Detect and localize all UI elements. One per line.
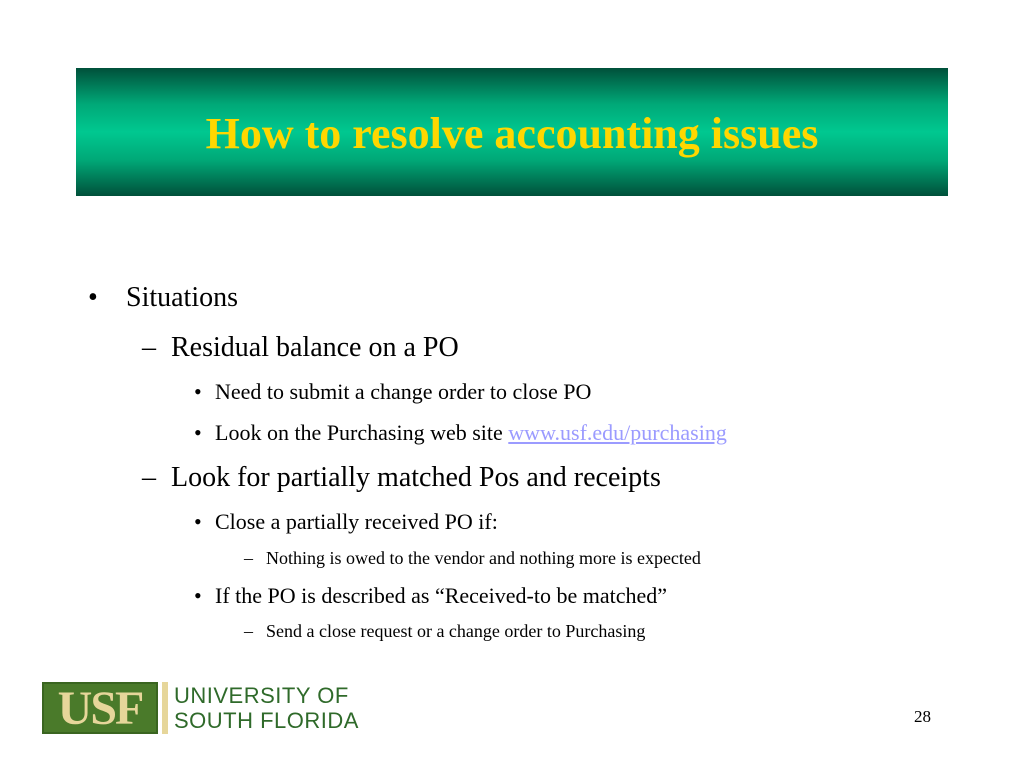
- purchasing-link[interactable]: www.usf.edu/purchasing: [508, 420, 727, 445]
- bullet-marker: •: [88, 282, 98, 313]
- usf-logo: [42, 682, 359, 734]
- bullet-text: Send a close request or a change order to Purchasing: [266, 621, 646, 641]
- bullet-text: Look for partially matched Pos and receipts: [171, 462, 661, 493]
- bullet-text: Close a partially received PO if:: [215, 509, 498, 534]
- bullet-close-partially: [194, 509, 498, 535]
- bullet-text: Need to submit a change order to close PO: [215, 379, 592, 404]
- logo-line-university: UNIVERSITY OF: [174, 683, 349, 708]
- logo-divider: [162, 682, 168, 734]
- bullet-send-close-request: [244, 621, 645, 642]
- bullet-change-order: [194, 379, 591, 405]
- logo-line-south-florida: SOUTH FLORIDA: [174, 708, 359, 733]
- dash-marker: –: [244, 548, 253, 568]
- bullet-text: Look on the Purchasing web site: [215, 420, 509, 445]
- bullet-marker: •: [194, 509, 202, 534]
- bullet-marker: •: [194, 420, 202, 445]
- dash-marker: –: [142, 462, 156, 493]
- bullet-marker: •: [194, 583, 202, 608]
- dash-marker: –: [244, 621, 253, 641]
- bullet-text: Situations: [126, 282, 239, 313]
- page-number: 28: [914, 707, 931, 726]
- dash-marker: –: [142, 332, 156, 363]
- bullet-text: Nothing is owed to the vendor and nothing more is expected: [266, 548, 701, 568]
- bullet-nothing-owed: [244, 548, 701, 569]
- bullet-residual-balance: [142, 332, 459, 364]
- bullet-text: If the PO is described as “Received-to be matched”: [215, 583, 668, 608]
- logo-wordmark: [174, 682, 359, 734]
- bullet-partially-matched: [142, 462, 661, 494]
- bullet-marker: •: [194, 379, 202, 404]
- bullet-purchasing-site: [194, 420, 727, 446]
- bullet-received-to-be-matched: [194, 583, 667, 609]
- slide-title: How to resolve accounting issues: [205, 108, 819, 158]
- bullet-text: Residual balance on a PO: [171, 332, 459, 363]
- bullet-situations: [88, 282, 238, 314]
- usf-logo-mark: USF: [42, 682, 158, 734]
